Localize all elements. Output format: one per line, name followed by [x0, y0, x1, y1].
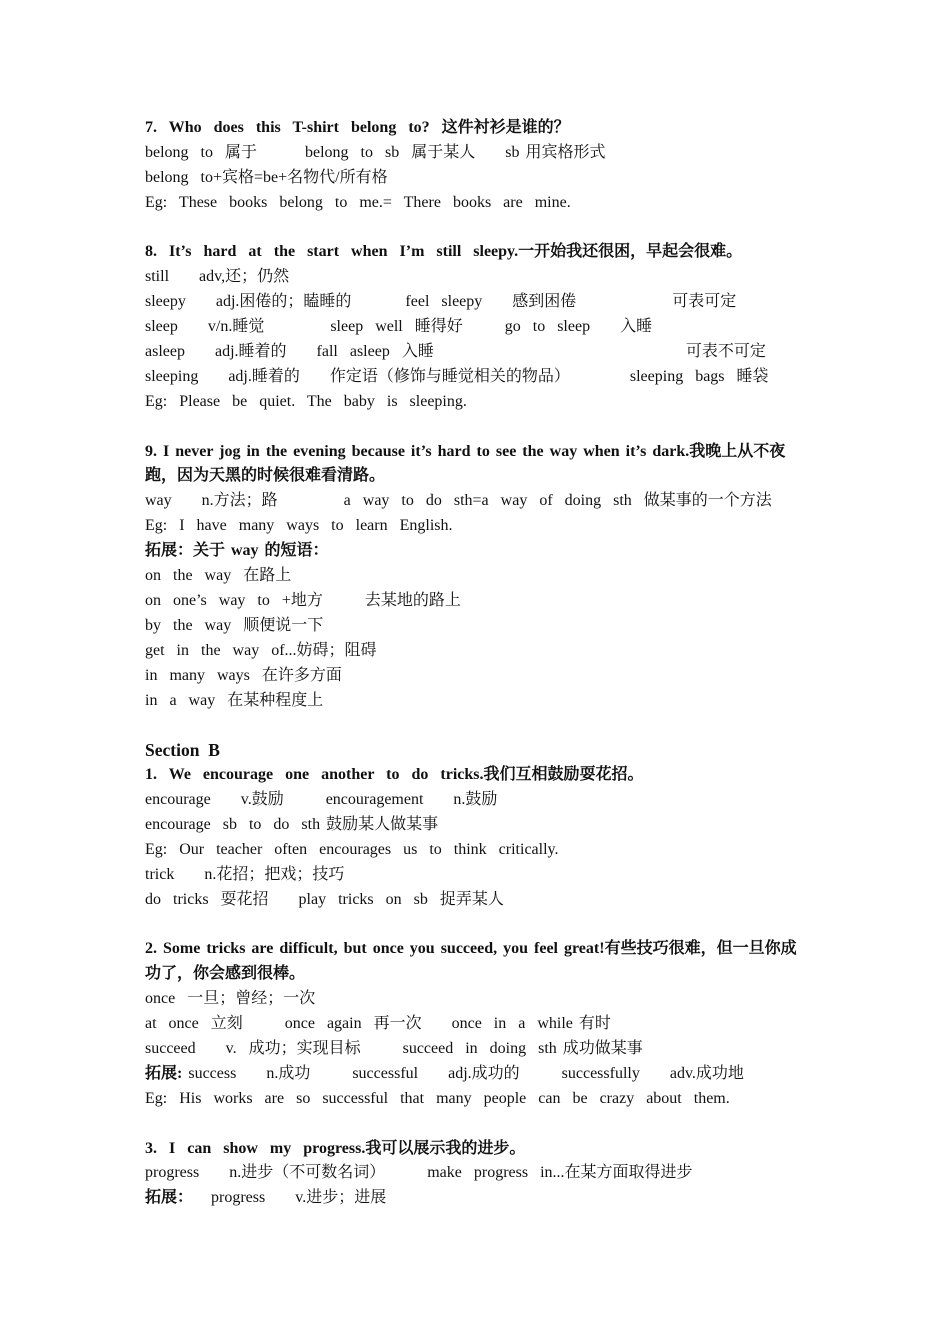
item-heading: 7. Who does this T-shirt belong to? 这件衬衫是谁的？ [145, 119, 570, 136]
note-line: trick n.花招；把戏；技巧 [145, 865, 345, 883]
spacer [145, 1112, 810, 1137]
note-line: progress n.进步（不可数名词） make progress in...在某方面取得进步 [145, 1164, 693, 1182]
item-heading: 9. I never jog in the evening because it’s hard to see the way when it’s dark.我晚上从不夜跑，因为天黑的时候很难看清路。 [145, 442, 786, 485]
extension-label: 拓展: [145, 1064, 183, 1082]
phrase-line: on one’s way to +地方 去某地的路上 [145, 591, 461, 609]
extension-text: success n.成功 successful adj.成功的 successfully adv.成功地 [182, 1064, 744, 1082]
note-line: asleep adj.睡着的 fall asleep 入睡 可表不可定 [145, 343, 766, 361]
note-line: way n.方法；路 a way to do sth=a way of doing sth 做某事的一个方法 [145, 492, 772, 510]
item-heading: 2. Some tricks are difficult, but once you succeed, you feel great!有些技巧很难，但一旦你成功了，你会感到很棒。 [145, 940, 797, 983]
note-line: belong to 属于 belong to sb 属于某人 sb 用宾格形式 [145, 143, 606, 161]
spacer [145, 216, 810, 241]
note-line: encourage v.鼓励 encouragement n.鼓励 [145, 791, 498, 809]
note-line: still adv,还；仍然 [145, 268, 290, 286]
extension-line [145, 1186, 810, 1211]
item-heading: 1. We encourage one another to do tricks.我们互相鼓励耍花招。 [145, 766, 644, 784]
spacer [145, 713, 810, 738]
phrase-line: in many ways 在许多方面 [145, 666, 342, 684]
example-line: Eg: I have many ways to learn English. [145, 517, 453, 535]
note-line: do tricks 耍花招 play tricks on sb 捉弄某人 [145, 890, 504, 908]
phrase-line: on the way 在路上 [145, 567, 292, 585]
note-line: encourage sb to do sth 鼓励某人做某事 [145, 815, 439, 833]
extension-text: progress v.进步；进展 [193, 1189, 387, 1207]
document-page [145, 116, 810, 1211]
note-line: belong to+宾格=be+名物代/所有格 [145, 168, 388, 186]
note-line: succeed v. 成功；实现目标 succeed in doing sth 成功做某事 [145, 1040, 643, 1058]
example-line: Eg: These books belong to me.= There books are mine. [145, 193, 571, 211]
note-line: sleepy adj.困倦的；瞌睡的 feel sleepy 感到困倦 可表可定 [145, 293, 737, 311]
extension-heading: 拓展：关于 way 的短语： [145, 542, 329, 560]
item-heading: 8. It’s hard at the start when I’m still sleepy.一开始我还很困，早起会很难。 [145, 243, 743, 261]
note-line: sleeping adj.睡着的 作定语（修饰与睡觉相关的物品） sleeping bags 睡袋 [145, 367, 769, 385]
phrase-line: get in the way of...妨碍；阻碍 [145, 641, 377, 659]
phrase-line: in a way 在某种程度上 [145, 691, 324, 709]
example-line: Eg: Our teacher often encourages us to think critically. [145, 840, 559, 858]
example-line: Eg: His works are so successful that many people can be crazy about them. [145, 1089, 730, 1107]
spacer [145, 415, 810, 440]
example-line: Eg: Please be quiet. The baby is sleeping. [145, 392, 467, 410]
extension-label: 拓展： [145, 1189, 194, 1207]
section-title: Section B [145, 740, 220, 761]
note-line: at once 立刻 once again 再一次 once in a while 有时 [145, 1015, 611, 1033]
spacer [145, 913, 810, 938]
item-heading: 3. I can show my progress.我可以展示我的进步。 [145, 1139, 526, 1157]
extension-line [145, 1062, 810, 1087]
note-line: once 一旦；曾经；一次 [145, 990, 316, 1008]
note-line: sleep v/n.睡觉 sleep well 睡得好 go to sleep 入睡 [145, 318, 653, 336]
phrase-line: by the way 顺便说一下 [145, 616, 324, 634]
